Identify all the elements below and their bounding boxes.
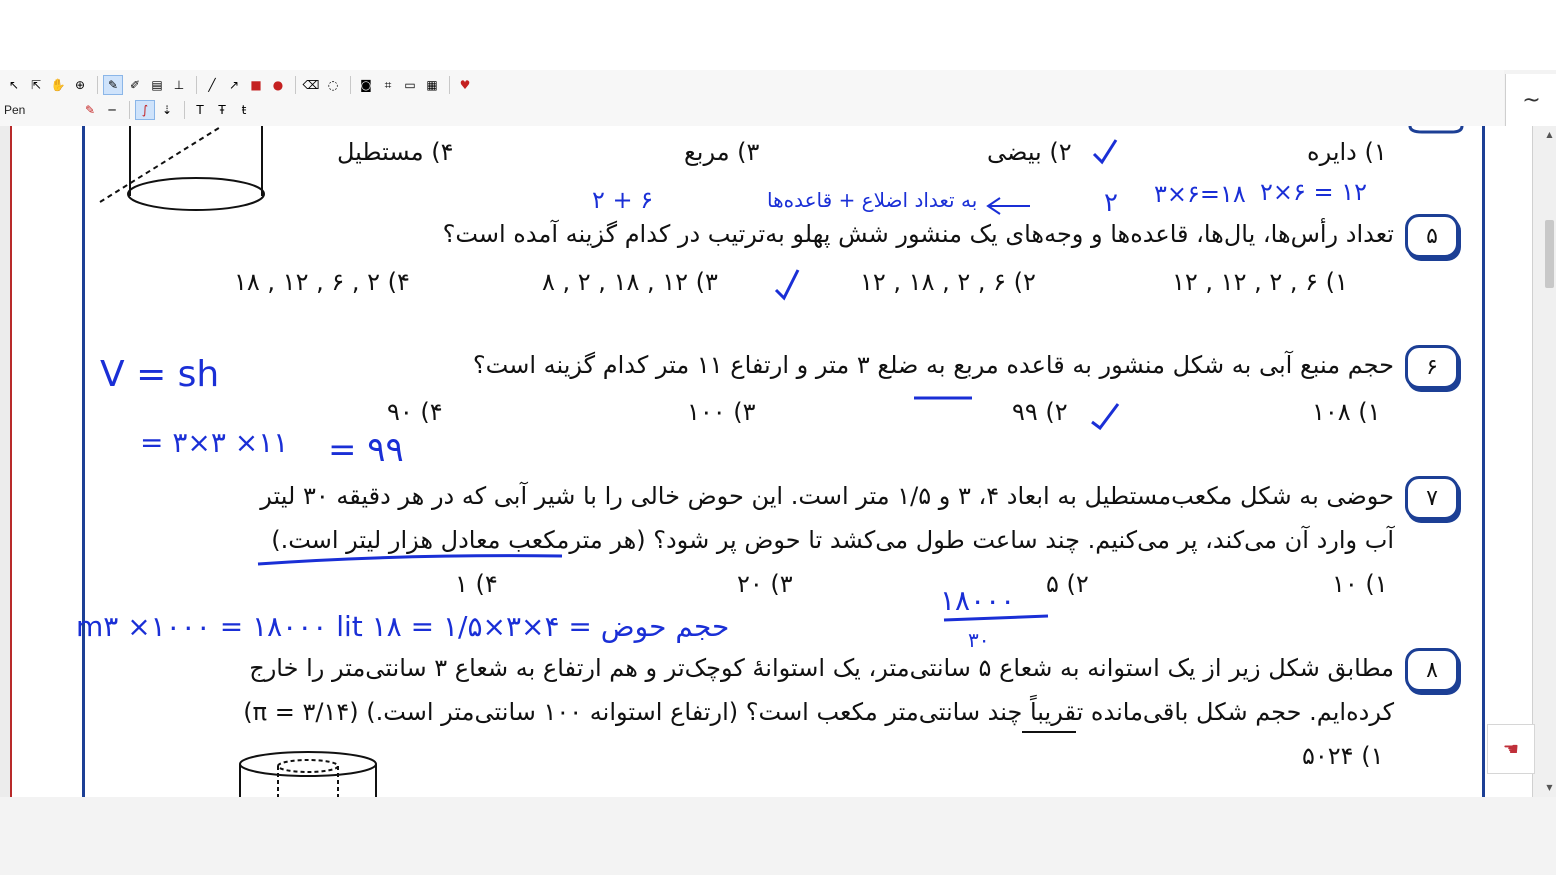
hand-icon[interactable]: ✋ bbox=[50, 78, 66, 92]
q4-option-3: ۳) مربع bbox=[684, 138, 760, 166]
camera-icon[interactable]: ◙ bbox=[360, 78, 372, 92]
annotation-q5-calc1: ۳×۶=۱۸ bbox=[1154, 180, 1246, 208]
fraction-bar bbox=[944, 616, 1048, 620]
toolbar-row-2 bbox=[4, 99, 256, 121]
annotation-q5-two: ۲ bbox=[1104, 188, 1118, 218]
scroll-up-icon[interactable]: ▲ bbox=[1546, 130, 1553, 139]
hand-pointer-icon: ☚ bbox=[1502, 738, 1520, 760]
annotation-q6-formula: V = sh bbox=[100, 354, 220, 395]
q6-option-1: ۱) ۱۰۸ bbox=[1312, 398, 1381, 426]
snap-icon[interactable]: ⇣ bbox=[161, 103, 173, 117]
toolbar-separator bbox=[97, 76, 98, 94]
q5-option-1: ۱) ۶ , ۲ , ۱۲ , ۱۲ bbox=[1172, 268, 1348, 296]
question-number-8: ۸ bbox=[1405, 648, 1459, 692]
underline-q7 bbox=[258, 556, 562, 564]
line-style-icon[interactable]: ─ bbox=[108, 103, 116, 117]
scroll-down-icon[interactable]: ▼ bbox=[1546, 783, 1553, 792]
check-mark-q4 bbox=[1094, 140, 1116, 162]
annotation-q5-calc2: ۲×۶ = ۱۲ bbox=[1260, 178, 1368, 206]
annotation-q5-note: به تعداد اضلاع + قاعده‌ها bbox=[767, 188, 978, 212]
q8-line-2: کرده‌ایم. حجم شکل باقی‌مانده تقریباً چند سانتی‌متر مکعب است؟ (ارتفاع استوانه ۱۰۰ سانتی‌متر است.) (π = ۳/۱۴) bbox=[243, 698, 1394, 726]
annotation-arrow bbox=[988, 198, 1030, 214]
cylinder-figure-top bbox=[100, 126, 264, 210]
select-text-icon[interactable]: ⇱ bbox=[30, 78, 42, 92]
line-icon[interactable]: ╱ bbox=[208, 78, 216, 92]
cylinder-figure-bottom bbox=[240, 752, 376, 797]
q7-option-2: ۲) ۵ bbox=[1046, 570, 1089, 598]
q6-option-3: ۳) ۱۰۰ bbox=[687, 398, 756, 426]
arrow-icon[interactable]: ↗ bbox=[228, 78, 240, 92]
q7-option-3: ۳) ۲۰ bbox=[737, 570, 793, 598]
q4-option-4: ۴) مستطیل bbox=[337, 138, 454, 166]
pen-icon[interactable]: ✎ bbox=[103, 75, 123, 95]
pen-color-icon[interactable]: ✎ bbox=[84, 103, 96, 117]
question-number-7: ۷ bbox=[1405, 476, 1459, 520]
annotation-q7-frac-top: ۱۸۰۰۰ bbox=[940, 584, 1016, 617]
ruler-icon[interactable]: ▭ bbox=[404, 78, 416, 92]
ellipse-icon[interactable]: ● bbox=[272, 78, 284, 92]
page-left-margin bbox=[0, 126, 12, 797]
question-number-6: ۶ bbox=[1405, 345, 1459, 389]
scrollbar-thumb[interactable] bbox=[1545, 220, 1554, 288]
q5-option-4: ۴) ۲ , ۶ , ۱۲ , ۱۸ bbox=[234, 268, 410, 296]
q4-option-2: ۲) بیضی bbox=[987, 138, 1072, 166]
stamp-icon[interactable]: ⊥ bbox=[173, 78, 185, 92]
text-icon[interactable]: T bbox=[196, 103, 204, 117]
q6-text: حجم منبع آبی به شکل منشور به قاعده مربع به ضلع ۳ متر و ارتفاع ۱۱ متر کدام گزینه است؟ bbox=[472, 351, 1394, 379]
q5-option-3: ۳) ۱۲ , ۱۸ , ۲ , ۸ bbox=[542, 268, 718, 296]
toolbar-row-1 bbox=[4, 74, 477, 96]
bottom-blank-area bbox=[0, 797, 1556, 875]
toolbar-separator bbox=[129, 101, 130, 119]
q7-line-2: آب وارد آن می‌کند، پر می‌کنیم. چند ساعت طول می‌کشد تا حوض پر شود؟ (هر مترمکعب معادل هزار لیتر است.) bbox=[271, 526, 1394, 554]
toolbar-separator bbox=[449, 76, 450, 94]
lasso-icon[interactable]: ◌ bbox=[327, 78, 339, 92]
eraser-icon[interactable]: ⌫ bbox=[302, 78, 320, 92]
tool-name-label: Pen bbox=[4, 103, 26, 117]
q4-badge-bottom bbox=[1410, 126, 1462, 132]
squiggle-icon: ~ bbox=[1522, 87, 1541, 113]
q4-option-1: ۱) دایره bbox=[1307, 138, 1387, 166]
zoom-icon[interactable]: ⊕ bbox=[74, 78, 86, 92]
rectangle-icon[interactable]: ■ bbox=[250, 78, 262, 92]
q7-line-1: حوضی به شکل مکعب‌مستطیل به ابعاد ۴، ۳ و ۱/۵ متر است. این حوض خالی را با شیر آبی که در هر دقیقه ۳۰ لیتر bbox=[260, 482, 1394, 510]
q5-text: تعداد رأس‌ها، یال‌ها، قاعده‌ها و وجه‌های یک منشور شش پهلو به‌ترتیب در کدام گزینه آمده است؟ bbox=[442, 220, 1394, 248]
q8-line-1: مطابق شکل زیر از یک استوانه به شعاع ۵ سانتی‌متر، یک استوانهٔ کوچک‌تر و هم ارتفاع به شعاع ۳ سانتی‌متر را خارج bbox=[249, 654, 1394, 682]
image-icon[interactable]: ▦ bbox=[426, 78, 438, 92]
document-page bbox=[12, 126, 1532, 797]
toolbar-separator bbox=[295, 76, 296, 94]
annotation-q6-calc: = ۳×۳ ×۱۱ bbox=[140, 426, 289, 459]
annotation-q7-calc: حجم حوض = ۴×۳×۱/۵ = ۱۸ m۳ ×۱۰۰۰ = ۱۸۰۰۰ lit bbox=[76, 610, 730, 643]
q5-option-2: ۲) ۶ , ۲ , ۱۸ , ۱۲ bbox=[860, 268, 1036, 296]
annotation-toolbar bbox=[0, 70, 1504, 127]
q7-option-4: ۴) ۱ bbox=[455, 570, 498, 598]
top-blank-area bbox=[0, 0, 1556, 70]
annotation-q5-top: ۲ + ۶ bbox=[592, 186, 654, 214]
side-panel-tab[interactable] bbox=[1505, 74, 1556, 126]
hand-tool-button[interactable] bbox=[1487, 724, 1535, 774]
toolbar-separator bbox=[350, 76, 351, 94]
annotation-q6-result: = ۹۹ bbox=[328, 430, 404, 470]
question-number-5: ۵ bbox=[1405, 214, 1459, 258]
highlighter-icon[interactable]: ✐ bbox=[129, 78, 141, 92]
heart-icon[interactable]: ♥ bbox=[459, 78, 471, 92]
toolbar-separator bbox=[184, 101, 185, 119]
crop-icon[interactable]: ⌗ bbox=[384, 77, 392, 92]
annotation-strokes bbox=[12, 126, 1532, 797]
strike-icon[interactable]: ŧ bbox=[241, 103, 247, 117]
q6-option-2: ۲) ۹۹ bbox=[1012, 398, 1068, 426]
toolbar-separator bbox=[196, 76, 197, 94]
check-mark-q6 bbox=[1092, 404, 1118, 428]
check-mark-q5 bbox=[776, 270, 798, 298]
text-align-icon[interactable]: Ŧ bbox=[218, 103, 226, 117]
smooth-icon[interactable]: ∫ bbox=[135, 100, 155, 120]
q8-option-1: ۱) ۵۰۲۴ bbox=[1302, 742, 1384, 770]
q7-option-1: ۱) ۱۰ bbox=[1332, 570, 1388, 598]
text-box-icon[interactable]: ▤ bbox=[151, 78, 163, 92]
annotation-q7-frac-bottom: ۳۰ bbox=[968, 628, 990, 652]
q6-option-4: ۴) ۹۰ bbox=[387, 398, 443, 426]
select-arrow-icon[interactable]: ↖ bbox=[8, 78, 20, 92]
